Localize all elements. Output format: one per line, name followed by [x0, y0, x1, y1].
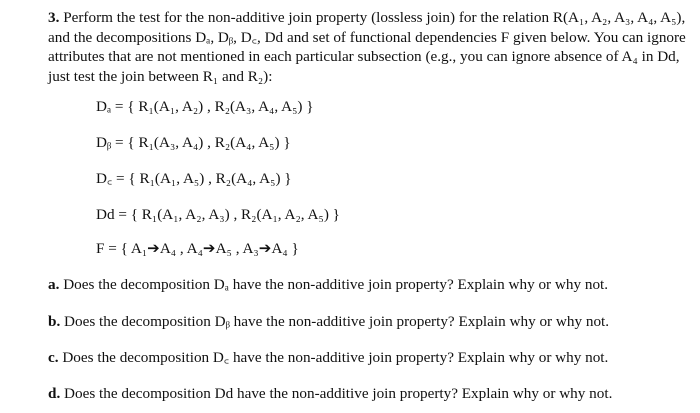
- problem-intro-text: Perform the test for the non-additive join property (lossless join) for the relation R(A₁, A₂, A₃, A₄, A₅), and the decompositions Dₐ, Dᵦ, D꜀, Dd and set of functional dependencies F given below. You can ignore attributes that are not mentioned in each particular subsection (e.g., you can ignore absence of A₄ in Dd, just test the join between R₁ and R₂):: [48, 9, 686, 85]
- problem-statement: [48, 8, 688, 86]
- question-b-text: Does the decomposition Dᵦ have the non-additive join property? Explain why or why not.: [64, 313, 610, 330]
- question-d-label: d.: [48, 385, 61, 402]
- problem-number: 3.: [48, 9, 60, 26]
- decomposition-b: Dᵦ = { R₁(A₃, A₄) , R₂(A₄, A₅) }: [96, 134, 291, 151]
- decomposition-d: Dd = { R₁(A₁, A₂, A₃) , R₂(A₁, A₂, A₅) }: [96, 206, 340, 223]
- question-d-text: Does the decomposition Dd have the non-additive join property? Explain why or why not.: [64, 385, 613, 402]
- question-d: [48, 385, 612, 403]
- functional-dependencies: F = { A₁➔A₄ , A₄➔A₅ , A₃➔A₄ }: [96, 240, 299, 257]
- question-b: [48, 313, 609, 331]
- question-c-label: c.: [48, 349, 59, 366]
- question-a-label: a.: [48, 276, 60, 293]
- decomposition-a: Dₐ = { R₁(A₁, A₂) , R₂(A₃, A₄, A₅) }: [96, 98, 314, 115]
- question-b-label: b.: [48, 313, 61, 330]
- decomposition-c: D꜀ = { R₁(A₁, A₅) , R₂(A₄, A₅) }: [96, 170, 292, 187]
- question-c-text: Does the decomposition D꜀ have the non-additive join property? Explain why or why not.: [62, 349, 609, 366]
- question-a-text: Does the decomposition Dₐ have the non-additive join property? Explain why or why not.: [63, 276, 609, 293]
- question-a: [48, 276, 608, 294]
- question-c: [48, 349, 608, 367]
